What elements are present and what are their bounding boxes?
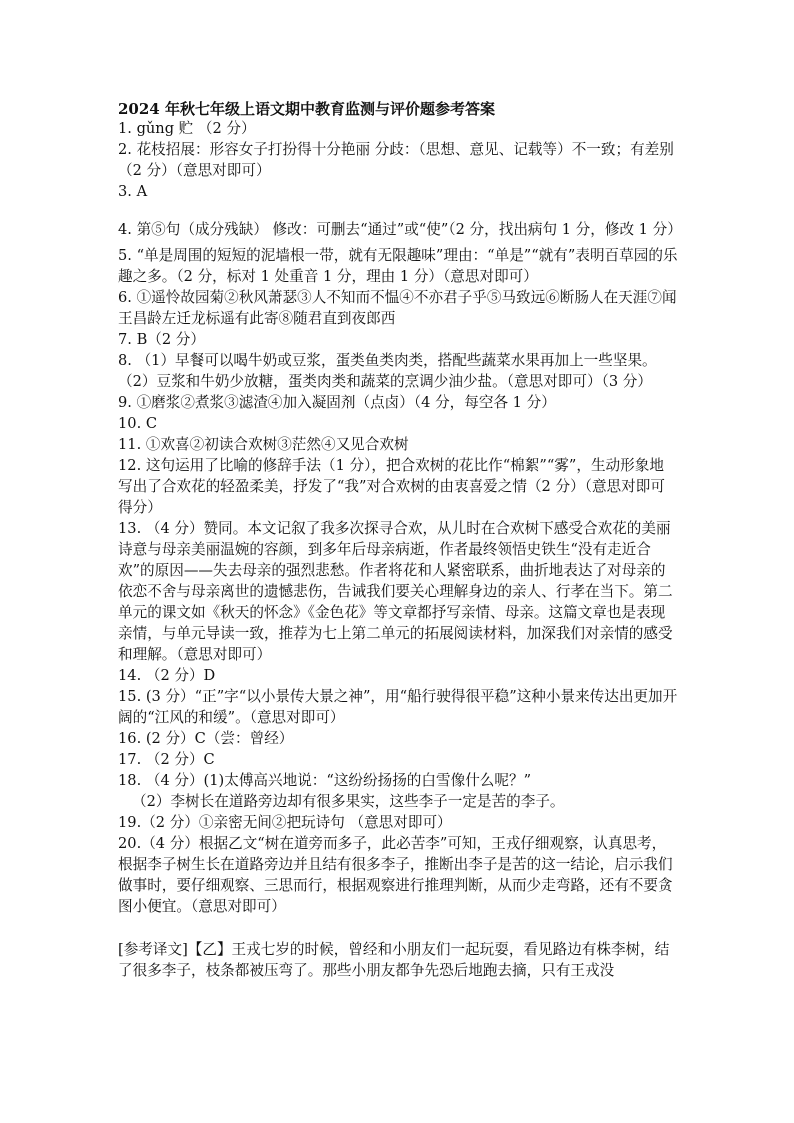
- answer-17: 17. （2 分）C: [118, 751, 215, 768]
- answer-15: 15. (3 分）“正”字“以小景传大景之神”，用“船行驶得很平稳”这种小景来传达出更加开阔的“江风的和缓”。（意思对即可）: [118, 688, 678, 726]
- answer-13: 13. （4 分）赞同。本文记叙了我多次探寻合欢，从儿时在合欢树下感受合欢花的美丽诗意与母亲美丽温婉的容颜，到多年后母亲病逝，作者最终领悟史铁生“没有走近合欢”的原因——失去母亲的强烈悲愁。作者将花和人紧密联系，曲折地表达了对母亲的依恋不舍与母亲离世的遗憾悲伤，告诫我们要关心理解身边的亲人、行孝在当下。第二单元的课文如《秋天的怀念》《金色花》等文章都抒写亲情、母亲。这篇文章也是表现亲情，与单元导读一致，推荐为七上第二单元的拓展阅读材料，加深我们对亲情的感受和理解。（意思对即可）: [118, 520, 673, 663]
- answer-18: 18. （4 分）(1)太傅高兴地说：“这纷纷扬扬的白雪像什么呢？”: [118, 772, 532, 789]
- answer-2: 2. 花枝招展：形容女子打扮得十分艳丽 分歧：（思想、意见、记载等）不一致；有差别 （2 分）（意思对即可）: [118, 141, 674, 179]
- answer-1: 1. gǔng 贮 （2 分）: [118, 120, 256, 137]
- answer-5: 5. “单是周围的短短的泥墙根一带，就有无限趣味”理由：“单是”“就有”表明百草园的乐趣之多。（2 分，标对 1 处重音 1 分，理由 1 分）（意思对即可）: [118, 247, 678, 285]
- answer-20: 20.（4 分）根据乙文“树在道旁而多子，此必苦李”可知，王戎仔细观察，认真思考，根据李子树生长在道路旁边并且结有很多李子，推断出李子是苦的这一结论，启示我们做事时，要仔细观察、三思而行，根据观察进行推理判断，从而少走弯路，还有不要贪图小便宜。（意思对即可）: [118, 835, 673, 915]
- answer-11: 11. ①欢喜②初读合欢树③茫然④又见合欢树: [118, 436, 409, 453]
- answer-list: [118, 118, 682, 981]
- answer-3: 3. A: [118, 183, 148, 200]
- answer-9: 9. ①磨浆②煮浆③滤渣④加入凝固剂（点卤）（4 分，每空各 1 分）: [118, 394, 556, 411]
- answer-16: 16. (2 分）C（尝：曾经）: [118, 730, 294, 747]
- document-title: 2024 年秋七年级上语文期中教育监测与评价题参考答案: [118, 100, 495, 118]
- answer-18-part-2: （2）李树长在道路旁边却有很多果实，这些李子一定是苦的李子。: [132, 793, 565, 810]
- reference-translation: [参考译文]【乙】王戎七岁的时候，曾经和小朋友们一起玩耍，看见路边有株李树，结了很多李子，枝条都被压弯了。那些小朋友都争先恐后地跑去摘，只有王戎没: [118, 941, 670, 979]
- answer-19: 19.（2 分）①亲密无间②把玩诗句 （意思对即可）: [118, 814, 452, 831]
- answer-10: 10. C: [118, 415, 158, 432]
- answer-12: 12. 这句运用了比喻的修辞手法（1 分），把合欢树的花比作“棉絮”“雾”，生动形象地写出了合欢花的轻盈柔美，抒发了“我”对合欢树的由衷喜爱之情（2 分）（意思对即可得分）: [118, 457, 665, 516]
- answer-8: 8. （1）早餐可以喝牛奶或豆浆，蛋类鱼类肉类，搭配些蔬菜水果再加上一些坚果。（2）豆浆和牛奶少放糖，蛋类肉类和蔬菜的烹调少油少盐。（意思对即可）（3 分）: [118, 352, 657, 390]
- answer-6: 6. ①遥怜故园菊②秋风萧瑟③人不知而不愠④不亦君子乎⑤马致远⑥断肠人在天涯⑦闻王昌龄左迁龙标遥有此寄⑧随君直到夜郎西: [118, 289, 677, 327]
- answer-7: 7. B（2 分）: [118, 331, 205, 348]
- answer-14: 14. （2 分）D: [118, 667, 216, 684]
- answer-4: 4. 第⑤句（成分残缺） 修改：可删去“通过”或“使”（2 分，找出病句 1 分，修改 1 分）: [118, 221, 682, 238]
